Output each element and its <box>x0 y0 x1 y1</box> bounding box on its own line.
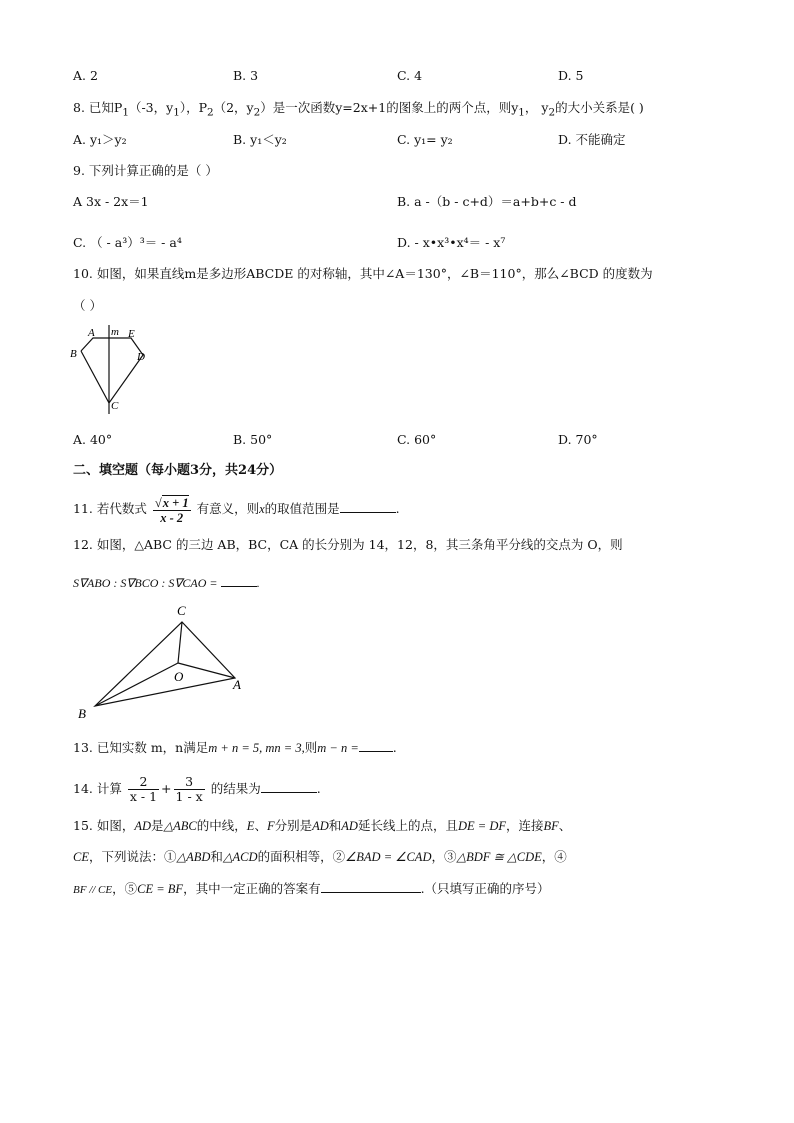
q8-option-b: B. y₁＜y₂ <box>233 132 287 147</box>
q8-option-a: A. y₁＞y₂ <box>73 132 127 147</box>
q15-line-1: 15. 如图，AD是△ABC的中线，E、F分别是AD和AD延长线上的点，且DE = DF，连接BF、 <box>73 818 572 833</box>
label-b: B <box>70 348 77 360</box>
label-d: D <box>137 351 145 363</box>
segment-oa <box>178 663 235 678</box>
section-2-heading: 二、填空题（每小题3分，共24分） <box>73 463 283 478</box>
q12-stem: 12. 如图，△ABC 的三边 AB，BC，CA 的长分别为 14，12，8，其三条角平分线的交点为 O，则 <box>73 537 623 552</box>
q12-ratio: S∇ABO : S∇BCO : S∇CAO = . <box>73 576 260 590</box>
q12-triangle-figure <box>70 600 255 725</box>
q7-option-d: D. 5 <box>558 68 584 83</box>
q13: 13. 已知实数 m，n满足m + n = 5, mn = 3,则m − n = . <box>73 740 397 755</box>
q14-answer-blank[interactable] <box>261 780 317 793</box>
q11: 11. 若代数式 $\frac{√x + 1}{x - 2}$ 有意义，则x的取值范围是 . <box>73 495 400 525</box>
q15-answer-blank[interactable] <box>321 880 421 893</box>
q8-option-c: C. y₁= y₂ <box>397 132 453 147</box>
q13-answer-blank[interactable] <box>359 739 393 752</box>
q9-stem: 9. 下列计算正确的是（ ） <box>73 163 218 178</box>
q8-option-d: D. 不能确定 <box>558 132 626 147</box>
label-c: C <box>177 603 186 618</box>
q9-option-d: D. - x•x³•x⁴＝ - x⁷ <box>397 235 506 250</box>
label-a: A <box>233 677 241 692</box>
label-a: A <box>88 327 95 339</box>
q10-option-a: A. 40° <box>73 432 113 447</box>
label-e: E <box>128 328 135 340</box>
label-o: O <box>174 669 184 684</box>
q9-option-c: C. （ - a³）³＝ - a⁴ <box>73 235 182 250</box>
q10-stem: 10. 如图，如果直线m是多边形ABCDE 的对称轴，其中∠A＝130°，∠B＝110°，那么∠BCD 的度数为 <box>73 266 653 281</box>
q11-fraction: $\frac{√x + 1}{x - 2}$ <box>154 495 189 525</box>
segment-co <box>178 622 182 663</box>
q7-option-c: C. 4 <box>397 68 423 83</box>
q14-fraction-1: $\frac{2}{x - 1}$ <box>129 774 158 804</box>
pentagon-outline <box>81 338 143 403</box>
q12-answer-blank[interactable] <box>221 574 257 587</box>
q10-pentagon-figure <box>66 322 156 417</box>
label-c: C <box>111 400 119 412</box>
q15-line-3: BF // CE，⑤CE = BF，其中一定正确的答案有 .（只填写正确的序号） <box>73 881 550 896</box>
q10-paren: （ ） <box>73 298 102 313</box>
q10-option-b: B. 50° <box>233 432 273 447</box>
q11-answer-blank[interactable] <box>340 500 396 513</box>
q10-option-c: C. 60° <box>397 432 437 447</box>
q8-stem: 8. 已知$P_1(-3$，$y_1$），$P_2(2$，$y_2$）是一次函数y=2x+1的图象上的两个点，则$y_1$， $y_2$的大小关系是( ) <box>73 100 644 119</box>
q15-line-2: CE，下列说法：①△ABD和△ACD的面积相等，②∠BAD = ∠CAD，③△BDF ≅ △CDE，④ <box>73 849 567 864</box>
q14-fraction-2: $\frac{3}{1 - x}$ <box>175 774 203 804</box>
q14: 14. 计算 $\frac{2}{x - 1}$ + $\frac{3}{1 - x}$ 的结果为 . <box>73 774 321 804</box>
q9-option-a: A 3x - 2x＝1 <box>73 194 149 209</box>
triangle-abc <box>95 622 235 706</box>
q7-option-a: A. 2 <box>73 68 98 83</box>
segment-ob <box>95 663 178 706</box>
q9-option-b: B. a -（b - c+d）＝a+b+c - d <box>397 194 577 209</box>
q10-option-d: D. 70° <box>558 432 598 447</box>
q7-option-b: B. 3 <box>233 68 259 83</box>
label-b: B <box>78 706 86 721</box>
label-m: m <box>111 326 119 338</box>
